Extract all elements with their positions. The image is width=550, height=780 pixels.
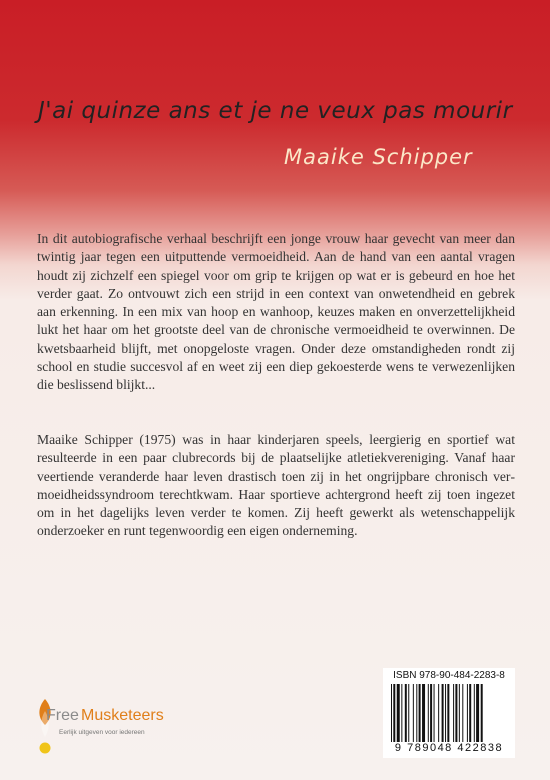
summary-paragraph: In dit autobiografische verhaal beschrijft een jonge vrouw haar gevecht van meer dan twintig jaar tegen een uitputtende vermoeidheid. Aan de hand van een aantal vragen houdt zij zichzelf een spiegel voor om grip te krijgen op wat er is gebeurd en hoe het verder gaat. Zo ontvouwt zich een strijd in een context van onwetendheid en gebrek aan erkenning. In een mix van hoop en wanhoop, keuzes maken en onverzettelijkheid lukt het haar om het grootste deel van de chronische vermoeidheid te overwinnen. De kwetsbaarheid blijft, met onopgeloste vragen. Onder deze omstandigheden rondt zij school en studie succesvol af en weet zij een diep gekoesterde wens te verwezenlijken die beslissend blijkt... xyxy=(37,231,515,393)
publisher-logo xyxy=(34,697,244,757)
publisher-tagline: Eerlijk uitgeven voor iedereen xyxy=(59,729,145,736)
publisher-name-free: Free xyxy=(46,707,79,724)
barcode-digits: 9 789048 422838 xyxy=(394,742,504,754)
isbn-label: ISBN 978-90-484-2283-8 xyxy=(393,670,505,681)
isbn-barcode-block xyxy=(383,668,515,758)
author-name: Maaike Schipper xyxy=(284,145,473,169)
barcode-icon xyxy=(389,684,509,742)
publisher-logo-mark-icon xyxy=(34,697,56,755)
publisher-name-musketeers: Musketeers xyxy=(81,707,164,724)
author-bio-paragraph: Maaike Schipper (1975) was in haar kinderjaren speels, leergierig en sportief wat resulteerde in een paar clubrecords bij de plaatselijke atletiekvereniging. Vanaf haar veertiende veranderde haar leven drastisch toen zij in het ongrijpbare chronisch vermoeidheidssyndroom terechtkwam. Haar sportieve achtergrond heeft zij toen ingezet om in het dagelijks leven verder te komen. Zij heeft gewerkt als wetenschappelijk onderzoeker en runt tegenwoordig een eigen onderneming. xyxy=(37,432,515,539)
book-title: J'ai quinze ans et je ne veux pas mourir xyxy=(38,98,513,124)
